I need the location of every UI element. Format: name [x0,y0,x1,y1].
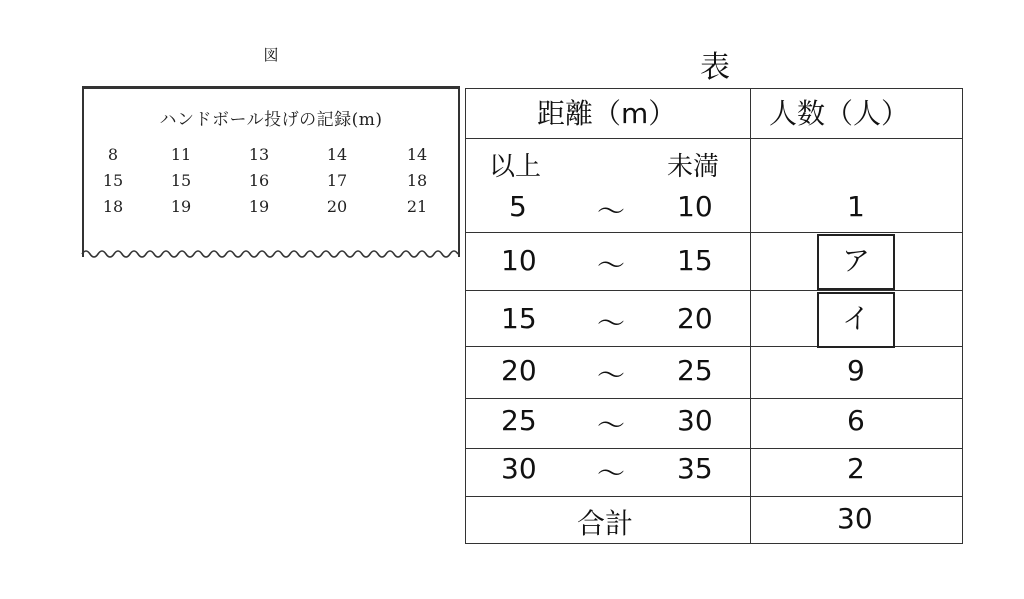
record-value: 15 [170,171,192,190]
record-value: 8 [107,145,119,164]
count-value: 9 [847,354,865,387]
range-tilde: ～ [597,359,626,392]
range-to: 35 [677,452,713,485]
frequency-table [465,88,963,544]
table-caption: 表 [700,50,730,85]
record-grid [84,145,458,223]
record-value: 18 [102,197,124,216]
count-value: 1 [847,190,865,223]
table-divider [465,448,963,449]
header-distance: 距離（m） [537,97,677,130]
table-divider [465,138,963,139]
record-value: 11 [170,145,192,164]
range-tilde: ～ [597,457,626,490]
answer-box-i: イ [817,292,895,348]
record-value: 18 [406,171,428,190]
range-to: 10 [677,190,713,223]
record-value: 16 [248,171,270,190]
table-divider [465,496,963,497]
torn-edge-wave [80,246,460,262]
table-border [465,543,963,544]
table-divider [750,88,751,544]
record-row [84,145,458,171]
range-to: 15 [677,244,713,277]
range-to: 30 [677,404,713,437]
total-label: 合計 [577,507,634,540]
range-tilde: ～ [597,249,626,282]
range-from: 25 [501,404,537,437]
range-tilde: ～ [597,409,626,442]
range-from: 10 [501,244,537,277]
range-tilde: ～ [597,195,626,228]
record-value: 14 [326,145,348,164]
record-value: 19 [248,197,270,216]
range-tilde: ～ [597,307,626,340]
table-divider [465,398,963,399]
record-value: 21 [406,197,428,216]
range-from: 20 [501,354,537,387]
record-value: 20 [326,197,348,216]
header-people: 人数（人） [769,97,910,130]
record-row [84,171,458,197]
record-value: 17 [326,171,348,190]
label-lower-bound: 以上 [489,152,542,182]
total-value: 30 [837,502,873,535]
record-title: ハンドボール投げの記録(m) [159,110,383,130]
answer-box-a: ア [817,234,895,290]
range-from: 5 [509,190,527,223]
range-to: 20 [677,302,713,335]
figure-caption: 図 [263,46,279,64]
record-value: 13 [248,145,270,164]
record-value: 14 [406,145,428,164]
label-upper-bound: 未満 [667,152,720,182]
range-to: 25 [677,354,713,387]
range-from: 15 [501,302,537,335]
record-value: 19 [170,197,192,216]
range-from: 30 [501,452,537,485]
table-divider [465,290,963,291]
table-border [962,88,963,544]
table-border [465,88,963,89]
count-value: 2 [847,452,865,485]
record-row [84,197,458,223]
table-divider [465,232,963,233]
handball-record-box [82,86,460,257]
table-border [465,88,466,544]
count-value: 6 [847,404,865,437]
record-value: 15 [102,171,124,190]
